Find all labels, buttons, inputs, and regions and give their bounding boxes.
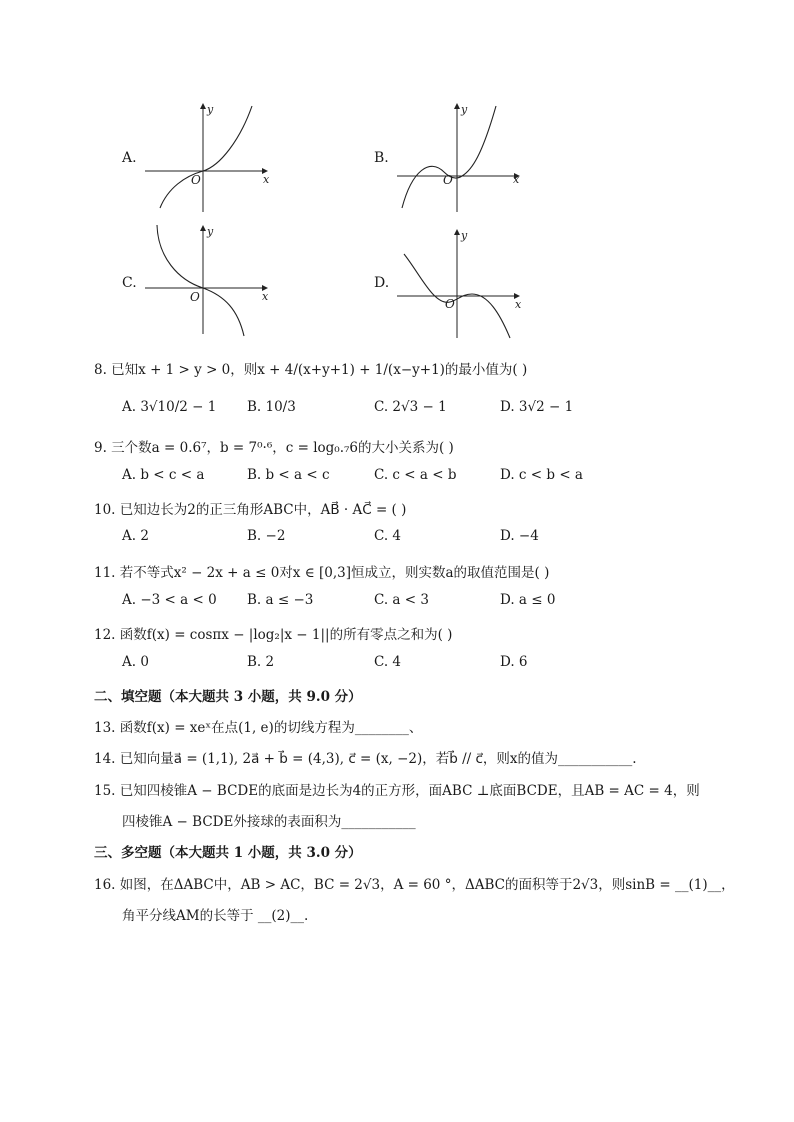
question-11: 11. 若不等式x² − 2x + a ≤ 0对x ∈ [0,3]恒成立，则实数a的取值范围是( ) xyxy=(94,565,550,581)
q11-option-d: D. a ≤ 0 xyxy=(500,592,556,608)
graph-d-y-label: y xyxy=(461,229,468,242)
question-9: 9. 三个数a = 0.6⁷，b = 7⁰·⁶，c = log₀.₇6的大小关系为( ) xyxy=(94,440,454,456)
graph-b xyxy=(392,100,532,215)
graph-c-label: C. xyxy=(122,275,137,291)
graph-b-label: B. xyxy=(374,150,389,166)
graph-a-x-label: x xyxy=(263,173,270,186)
graph-c xyxy=(140,222,280,342)
graph-a xyxy=(140,100,280,215)
question-10: 10. 已知边长为2的正三角形ABC中，AB⃗ · AC⃗ = ( ) xyxy=(94,502,407,518)
graph-b-curve xyxy=(402,106,496,208)
q8-option-c: C. 2√3 − 1 xyxy=(374,399,447,415)
graph-b-origin: O xyxy=(443,173,453,187)
graph-d-origin: O xyxy=(445,297,455,311)
question-15-line-1: 15. 已知四棱锥A − BCDE的底面是边长为4的正方形，面ABC ⊥底面BCDE，且AB = AC = 4，则 xyxy=(94,783,700,799)
question-8: 8. 已知x + 1 > y > 0，则x + 4/(x+y+1) + 1/(x−y+1)的最小值为( ) xyxy=(94,362,528,378)
graph-d xyxy=(392,226,532,341)
section-2-heading: 二、填空题（本大题共 3 小题，共 9.0 分） xyxy=(94,689,362,705)
question-12: 12. 函数f(x) = cosπx − |log₂|x − 1||的所有零点之和为( ) xyxy=(94,627,453,643)
q10-option-b: B. −2 xyxy=(247,528,286,544)
graph-c-y-label: y xyxy=(207,225,214,238)
q9-option-d: D. c < b < a xyxy=(500,467,583,483)
q11-option-c: C. a < 3 xyxy=(374,592,429,608)
graph-a-curve xyxy=(160,106,252,208)
q12-option-b: B. 2 xyxy=(247,654,275,670)
graph-d-x-label: x xyxy=(515,298,522,311)
q9-option-b: B. b < a < c xyxy=(247,467,330,483)
graph-c-x-label: x xyxy=(262,290,269,303)
q8-option-b: B. 10/3 xyxy=(247,399,296,415)
graph-c-curve xyxy=(157,225,244,336)
graph-a-y-label: y xyxy=(207,103,214,116)
question-13: 13. 函数f(x) = xeˣ在点(1, e)的切线方程为________、 xyxy=(94,720,423,736)
graph-c-origin: O xyxy=(190,290,200,304)
q12-option-a: A. 0 xyxy=(122,654,149,670)
q10-option-c: C. 4 xyxy=(374,528,402,544)
graph-b-x-label: x xyxy=(513,173,520,186)
question-16-line-1: 16. 如图，在ΔABC中，AB > AC，BC = 2√3，A = 60 °，ΔABC的面积等于2√3，则sinB = __(1)__， xyxy=(94,877,735,893)
graph-b-y-label: y xyxy=(461,103,468,116)
q8-option-d: D. 3√2 − 1 xyxy=(500,399,574,415)
q11-option-b: B. a ≤ −3 xyxy=(247,592,314,608)
q10-option-d: D. −4 xyxy=(500,528,539,544)
graph-d-label: D. xyxy=(374,275,390,291)
q11-option-a: A. −3 < a < 0 xyxy=(122,592,217,608)
q9-option-a: A. b < c < a xyxy=(122,467,205,483)
q12-option-d: D. 6 xyxy=(500,654,528,670)
q12-option-c: C. 4 xyxy=(374,654,402,670)
q8-option-a: A. 3√10/2 − 1 xyxy=(122,399,217,415)
q10-option-a: A. 2 xyxy=(122,528,149,544)
graph-a-origin: O xyxy=(191,173,201,187)
question-15-line-2: 四棱锥A − BCDE外接球的表面积为___________ xyxy=(122,814,416,830)
section-3-heading: 三、多空题（本大题共 1 小题，共 3.0 分） xyxy=(94,845,362,861)
question-14: 14. 已知向量a⃗ = (1,1), 2a⃗ + b⃗ = (4,3), c⃗ = (x, −2)，若b⃗ // c⃗，则x的值为___________. xyxy=(94,751,637,767)
question-16-line-2: 角平分线AM的长等于 __(2)__. xyxy=(122,908,309,924)
q9-option-c: C. c < a < b xyxy=(374,467,457,483)
graph-a-label: A. xyxy=(122,150,137,166)
